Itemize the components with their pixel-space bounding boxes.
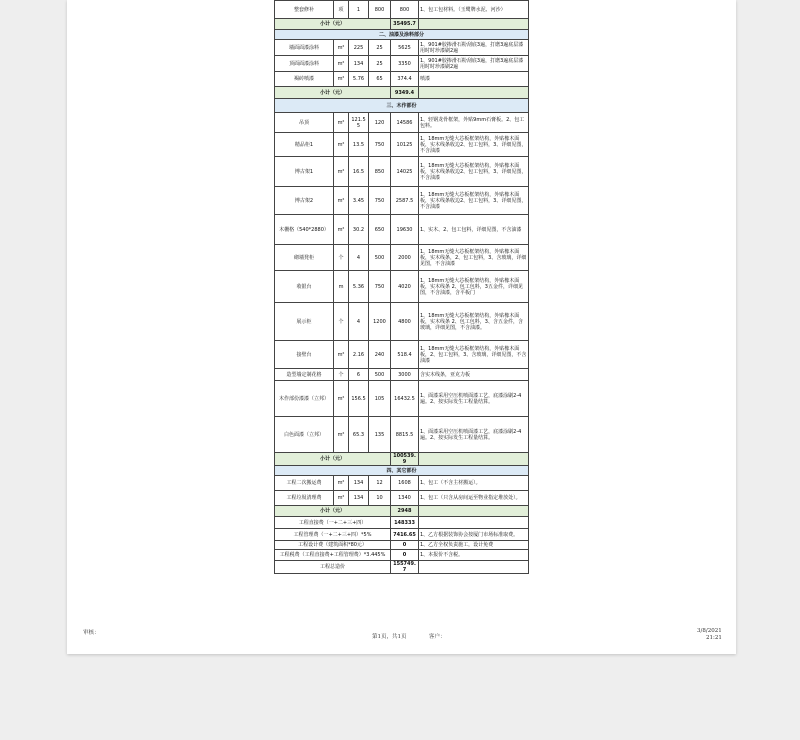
reviewer-label: 审核： xyxy=(83,630,100,636)
amount-cell: 518.4 xyxy=(391,341,419,369)
quantity-cell: 65.3 xyxy=(349,417,369,453)
amount-cell: 4020 xyxy=(391,271,419,303)
item-name-cell: 吊顶 xyxy=(275,113,334,133)
table-row xyxy=(275,113,529,133)
quantity-cell: 121.55 xyxy=(349,113,369,133)
total-note xyxy=(419,517,529,529)
unit-price-cell: 750 xyxy=(369,271,391,303)
quantity-cell: 156.5 xyxy=(349,381,369,417)
quantity-cell: 30.2 xyxy=(349,215,369,245)
item-name-cell: 木作部份漆漆（立邦） xyxy=(275,381,334,417)
description-cell: 1、包工（只含从房间运至物业指定堆放处）。 xyxy=(419,491,529,506)
unit-cell: m² xyxy=(334,113,349,133)
table-row xyxy=(275,1,529,19)
section-header-row xyxy=(275,30,529,40)
subtotal-label: 小计（元） xyxy=(275,453,391,466)
description-cell: 1、18mm无缝大芯板框架结构，外贴橡木面板，实木线条 2、包工包料，3五金件，详细见图，不含油漆，含平板门 xyxy=(419,271,529,303)
unit-cell: m² xyxy=(334,133,349,157)
unit-price-cell: 25 xyxy=(369,40,391,56)
section-header-row xyxy=(275,99,529,113)
unit-cell: m² xyxy=(334,341,349,369)
total-amount: 155749.7 xyxy=(391,561,419,574)
amount-cell: 3000 xyxy=(391,369,419,381)
table-row xyxy=(275,476,529,491)
amount-cell: 800 xyxy=(391,1,419,19)
total-label: 工程税费（工程直接费+工程管理费）*3.445% xyxy=(275,550,391,561)
quantity-cell: 4 xyxy=(349,303,369,341)
item-name-cell: 工程垃圾清理费 xyxy=(275,491,334,506)
total-note: 1、乙方根据装饰协会按厦门市场标准取费。 xyxy=(419,529,529,541)
subtotal-row xyxy=(275,19,529,30)
quotation-table xyxy=(274,0,529,574)
subtotal-row xyxy=(275,87,529,99)
unit-cell: m² xyxy=(334,215,349,245)
item-name-cell: 博古架1 xyxy=(275,157,334,187)
total-row xyxy=(275,541,529,550)
unit-price-cell: 850 xyxy=(369,157,391,187)
document-page xyxy=(67,0,736,654)
quantity-cell: 1 xyxy=(349,1,369,19)
unit-price-cell: 65 xyxy=(369,72,391,87)
client-label: 客户： xyxy=(429,634,446,640)
unit-price-cell: 750 xyxy=(369,187,391,215)
page-number: 第1页，共1页 xyxy=(372,634,407,640)
total-label: 工程直接费（一+二+三+四） xyxy=(275,517,391,529)
unit-cell: m² xyxy=(334,381,349,417)
table-row xyxy=(275,56,529,72)
unit-price-cell: 135 xyxy=(369,417,391,453)
amount-cell: 4800 xyxy=(391,303,419,341)
unit-cell: m² xyxy=(334,491,349,506)
unit-cell: m² xyxy=(334,72,349,87)
total-note xyxy=(419,561,529,574)
quantity-cell: 2.16 xyxy=(349,341,369,369)
amount-cell: 10125 xyxy=(391,133,419,157)
total-amount: 7416.65 xyxy=(391,529,419,541)
quantity-cell: 225 xyxy=(349,40,369,56)
description-cell: 1、面漆采用空压机喷面漆工艺，底漆涂刷2-4遍。2、按实际发生工程量结算。 xyxy=(419,417,529,453)
unit-cell: 个 xyxy=(334,245,349,271)
total-amount: 0 xyxy=(391,550,419,561)
unit-cell: 个 xyxy=(334,369,349,381)
amount-cell: 374.4 xyxy=(391,72,419,87)
table-row xyxy=(275,72,529,87)
subtotal-amount: 100539.9 xyxy=(391,453,419,466)
unit-price-cell: 25 xyxy=(369,56,391,72)
description-cell: 1、18mm无缝大芯板框架结构，外贴橡木面板，2、包工包料，3、含玻璃，详细见图，不含油漆 xyxy=(419,341,529,369)
quantity-cell: 13.5 xyxy=(349,133,369,157)
description-cell: 1、包工（不含主材搬运）。 xyxy=(419,476,529,491)
total-row xyxy=(275,561,529,574)
quantity-cell: 134 xyxy=(349,476,369,491)
item-name-cell: 整套修补 xyxy=(275,1,334,19)
quantity-cell: 16.5 xyxy=(349,157,369,187)
total-note: 1、本报价不含税。 xyxy=(419,550,529,561)
empty-cell xyxy=(419,453,529,466)
section-header-row xyxy=(275,466,529,476)
total-amount: 148333 xyxy=(391,517,419,529)
subtotal-label: 小计（元） xyxy=(275,87,391,99)
amount-cell: 8815.5 xyxy=(391,417,419,453)
amount-cell: 5625 xyxy=(391,40,419,56)
item-name-cell: 木栅格（540*2880） xyxy=(275,215,334,245)
quantity-cell: 5.76 xyxy=(349,72,369,87)
item-name-cell: 砌墙凳柜 xyxy=(275,245,334,271)
total-label: 工程设计费（建筑面积*80元） xyxy=(275,541,391,550)
unit-price-cell: 500 xyxy=(369,245,391,271)
print-date: 3/8/2021 xyxy=(697,628,722,634)
subtotal-label: 小计（元） xyxy=(275,19,391,30)
description-cell: 1、18mm无缝大芯板框架结构，外贴橡木面板，实木线条收边2、包工包料，3、详细见图，不含油漆 xyxy=(419,133,529,157)
total-row xyxy=(275,529,529,541)
total-row xyxy=(275,550,529,561)
table-row xyxy=(275,369,529,381)
subtotal-amount: 2948 xyxy=(391,506,419,517)
unit-price-cell: 650 xyxy=(369,215,391,245)
table-row xyxy=(275,245,529,271)
unit-price-cell: 1200 xyxy=(369,303,391,341)
total-label: 工程管理费（一+二+三+四）*5% xyxy=(275,529,391,541)
total-label: 工程总造价 xyxy=(275,561,391,574)
unit-price-cell: 500 xyxy=(369,369,391,381)
empty-cell xyxy=(419,506,529,517)
item-name-cell: 精品柜1 xyxy=(275,133,334,157)
unit-cell: m² xyxy=(334,56,349,72)
unit-cell: m xyxy=(334,271,349,303)
amount-cell: 2000 xyxy=(391,245,419,271)
description-cell: 1、901#胶掺滑石粉刮底3遍，打磨3遍底层漆用时时珍漆刷2遍 xyxy=(419,40,529,56)
unit-price-cell: 240 xyxy=(369,341,391,369)
item-name-cell: 工程二次搬运费 xyxy=(275,476,334,491)
amount-cell: 16432.5 xyxy=(391,381,419,417)
amount-cell: 19630 xyxy=(391,215,419,245)
subtotal-row xyxy=(275,506,529,517)
item-name-cell: 造型墙定制花格 xyxy=(275,369,334,381)
amount-cell: 14025 xyxy=(391,157,419,187)
subtotal-amount: 9349.4 xyxy=(391,87,419,99)
total-amount: 0 xyxy=(391,541,419,550)
table-row xyxy=(275,187,529,215)
item-name-cell: 顶面面漆涂料 xyxy=(275,56,334,72)
empty-cell xyxy=(419,19,529,30)
description-cell: 1、18mm无缝大芯板框架结构，外贴橡木面板，实木线条收边2、包工包料，3、详细见图，不含油漆 xyxy=(419,187,529,215)
print-time: 21:21 xyxy=(706,635,722,641)
unit-cell: m² xyxy=(334,157,349,187)
section-title: 三、木作部份 xyxy=(275,99,529,113)
description-cell: 1、901#胶掺滑石粉刮底3遍，打磨3遍底层漆用时时珍漆刷2遍 xyxy=(419,56,529,72)
unit-price-cell: 120 xyxy=(369,113,391,133)
section-title: 四、其它部份 xyxy=(275,466,529,476)
item-name-cell: 白色面漆（立邦） xyxy=(275,417,334,453)
description-cell: 1、包工包材料。（玉鹭牌水泥、河沙） xyxy=(419,1,529,19)
table-row xyxy=(275,271,529,303)
unit-price-cell: 750 xyxy=(369,133,391,157)
table-row xyxy=(275,215,529,245)
subtotal-label: 小计（元） xyxy=(275,506,391,517)
unit-cell: 项 xyxy=(334,1,349,19)
unit-price-cell: 10 xyxy=(369,491,391,506)
table-row xyxy=(275,491,529,506)
quantity-cell: 3.45 xyxy=(349,187,369,215)
table-row xyxy=(275,157,529,187)
table-row xyxy=(275,417,529,453)
empty-cell xyxy=(419,87,529,99)
table-row xyxy=(275,40,529,56)
description-cell: 1、面漆采用空压机喷面漆工艺，底漆涂刷2-4遍。2、按实际发生工程量结算。 xyxy=(419,381,529,417)
table-row xyxy=(275,303,529,341)
table-row xyxy=(275,341,529,369)
amount-cell: 2587.5 xyxy=(391,187,419,215)
description-cell: 1、轻钢龙骨框架，外贴9mm石膏板。2、包工包料。 xyxy=(419,113,529,133)
description-cell: 1、18mm无缝大芯板框架结构，外贴橡木面板，实木线条 2、包工包料，3、含五金件，含玻璃，详细见图，不含油漆。 xyxy=(419,303,529,341)
table-row xyxy=(275,381,529,417)
amount-cell: 1608 xyxy=(391,476,419,491)
description-cell: 含实木线条，亚克力板 xyxy=(419,369,529,381)
subtotal-row xyxy=(275,453,529,466)
quantity-cell: 4 xyxy=(349,245,369,271)
description-cell: 喷漆 xyxy=(419,72,529,87)
unit-price-cell: 800 xyxy=(369,1,391,19)
description-cell: 1、实木、2、包工包料，详细见图，不含油漆 xyxy=(419,215,529,245)
unit-cell: m² xyxy=(334,187,349,215)
unit-cell: 个 xyxy=(334,303,349,341)
amount-cell: 1340 xyxy=(391,491,419,506)
unit-cell: m² xyxy=(334,40,349,56)
table-row xyxy=(275,133,529,157)
description-cell: 1、18mm无缝大芯板框架结构，外贴橡木面板，实木线条收边2、包工包料，3、详细见图，不含油漆 xyxy=(419,157,529,187)
subtotal-amount: 35495.7 xyxy=(391,19,419,30)
section-title: 二、油漆及涂料部分 xyxy=(275,30,529,40)
description-cell: 1、18mm无缝大芯板框架结构，外贴橡木面板，实木线条，2、包工包料，3、含玻璃，详细见图，不含油漆 xyxy=(419,245,529,271)
unit-price-cell: 105 xyxy=(369,381,391,417)
item-name-cell: 收银台 xyxy=(275,271,334,303)
item-name-cell: 展示柜 xyxy=(275,303,334,341)
item-name-cell: 博古架2 xyxy=(275,187,334,215)
total-row xyxy=(275,517,529,529)
unit-cell: m² xyxy=(334,417,349,453)
item-name-cell: 墙面面漆涂料 xyxy=(275,40,334,56)
quantity-cell: 5.36 xyxy=(349,271,369,303)
item-name-cell: 褐砖喷漆 xyxy=(275,72,334,87)
unit-cell: m² xyxy=(334,476,349,491)
unit-price-cell: 12 xyxy=(369,476,391,491)
amount-cell: 3350 xyxy=(391,56,419,72)
quantity-cell: 134 xyxy=(349,56,369,72)
quantity-cell: 134 xyxy=(349,491,369,506)
quantity-cell: 6 xyxy=(349,369,369,381)
amount-cell: 14586 xyxy=(391,113,419,133)
item-name-cell: 接壁台 xyxy=(275,341,334,369)
total-note: 1、乙方全权负责施工，设计免费 xyxy=(419,541,529,550)
